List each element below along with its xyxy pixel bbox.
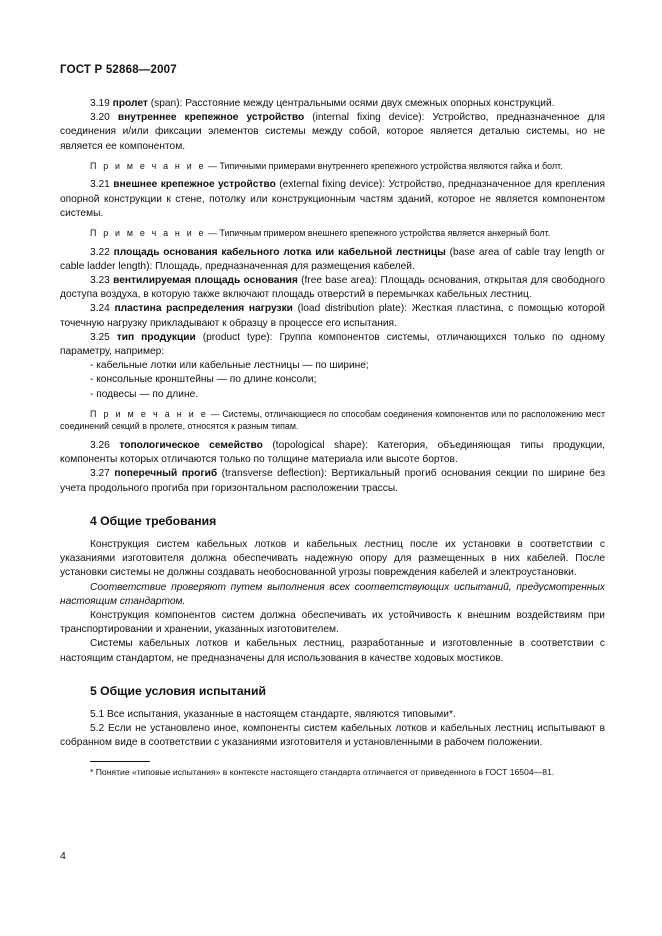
paragraph: Конструкция компонентов систем должна обеспечивать их устойчивость к внешним воздействиям при транспортировании и хранении, указанных изготовителем. bbox=[60, 610, 605, 636]
definition-3-27: 3.27 поперечный прогиб (transverse deflection): Вертикальный прогиб основания секции по ширине без учета продольного прогиба при горизонтальном расположении трассы. bbox=[60, 468, 605, 494]
paragraph: 5.1 Все испытания, указанные в настоящем стандарте, являются типовыми*. bbox=[90, 709, 456, 721]
page-number: 4 bbox=[60, 850, 66, 862]
note: П р и м е ч а н и е — Системы, отличающиеся по способам соединения компонентов или по расположению мест соединений секций в пролете, относятся к разным типам. bbox=[60, 408, 606, 432]
footnote: * Понятие «типовые испытания» в контексте настоящего стандарта отличается от приведенного в ГОСТ 16504—81. bbox=[90, 766, 555, 777]
list-item: - консольные кронштейны — по длине консоли; bbox=[90, 374, 317, 386]
section-4-heading: 4 Общие требования bbox=[90, 513, 217, 528]
section-5-heading: 5 Общие условия испытаний bbox=[90, 683, 267, 698]
definition-3-20: 3.20 внутреннее крепежное устройство (internal fixing device): Устройство, предназначенное для соединения и/или фиксации элементов системы между собой, которое является деталью системы, но не является ее компонентом. bbox=[60, 112, 605, 152]
definition-3-19: 3.19 пролет (span): Расстояние между центральными осями двух смежных опорных конструкций. bbox=[90, 98, 555, 109]
paragraph: Системы кабельных лотков и кабельных лестниц, разработанные и изготовленные в соответствии с настоящим стандартом, не предназначены для использования в качестве ходовых мостиков. bbox=[60, 638, 605, 664]
document-body bbox=[60, 97, 605, 778]
term: поперечный прогиб bbox=[114, 468, 218, 480]
paragraph: 5.2 Если не установлено иное, компоненты систем кабельных лотков и кабельных лестниц испытывают в собранном виде в соответствии с указаниями изготовителя и установленными в рабочем положении. bbox=[60, 723, 605, 749]
document-header: ГОСТ Р 52868—2007 bbox=[60, 64, 177, 76]
definition-3-26: 3.26 топологическое семейство (topological shape): Категория, объединяющая типы продукции, компоненты которых отличаются только по толщине материала или высоте бортов. bbox=[60, 440, 605, 466]
term: внешнее крепежное устройство bbox=[113, 179, 276, 191]
term: вентилируемая площадь основания bbox=[113, 275, 298, 287]
definition-3-25: 3.25 тип продукции (product type): Группа компонентов системы, отличающихся только по одному параметру, например: bbox=[60, 331, 605, 358]
definition-3-21: 3.21 внешнее крепежное устройство (external fixing device): Устройство, предназначенное для крепления опорной конструкции к стене, потолку или конструкционным частям зданий, которое не является компонентом системы. bbox=[60, 179, 605, 219]
term: топологическое семейство bbox=[119, 440, 263, 452]
product-type-list bbox=[60, 359, 605, 402]
definition-3-24: 3.24 пластина распределения нагрузки (load distribution plate): Жесткая пластина, с помощью которой точечную нагрузку прикладывают к образцу в процессе его испытания. bbox=[60, 303, 605, 329]
definition-3-22: 3.22 площадь основания кабельного лотка или кабельной лестницы (base area of cable tray length or cable ladder length): Площадь, предназначенная для размещения кабелей. bbox=[60, 246, 605, 272]
footnote-divider bbox=[90, 761, 150, 762]
paragraph-italic: Соответствие проверяют путем выполнения всех соответствующих испытаний, предусмотренных настоящим стандартом. bbox=[60, 581, 605, 607]
term: тип продукции bbox=[116, 331, 196, 343]
term: внутреннее крепежное устройство bbox=[117, 112, 305, 124]
term: пластина распределения нагрузки bbox=[114, 303, 293, 315]
note: П р и м е ч а н и е — Типичным примером внешнего крепежного устройства является анкерный болт. bbox=[90, 228, 551, 239]
paragraph: Конструкция систем кабельных лотков и кабельных лестниц после их установки в соответствии с указаниями изготовителя должна обеспечивать надежную опору для размещенных в них кабелей. После установки системы не должны создавать необоснованной угрозы повреждения кабелей и электроустановки. bbox=[60, 539, 605, 579]
term: пролет bbox=[112, 98, 148, 109]
list-item: - подвесы — по длине. bbox=[90, 388, 199, 400]
term: площадь основания кабельного лотка или кабельной лестницы bbox=[113, 246, 446, 258]
list-item: - кабельные лотки или кабельные лестницы — по ширине; bbox=[90, 360, 369, 372]
definition-3-23: 3.23 вентилируемая площадь основания (free base area): Площадь основания, открытая для свободного доступа воздуха, в которую также включают площадь отверстий в перемычках кабельных лестниц. bbox=[60, 275, 605, 301]
note: П р и м е ч а н и е — Типичными примерами внутреннего крепежного устройства являются гайка и болт. bbox=[90, 160, 563, 171]
